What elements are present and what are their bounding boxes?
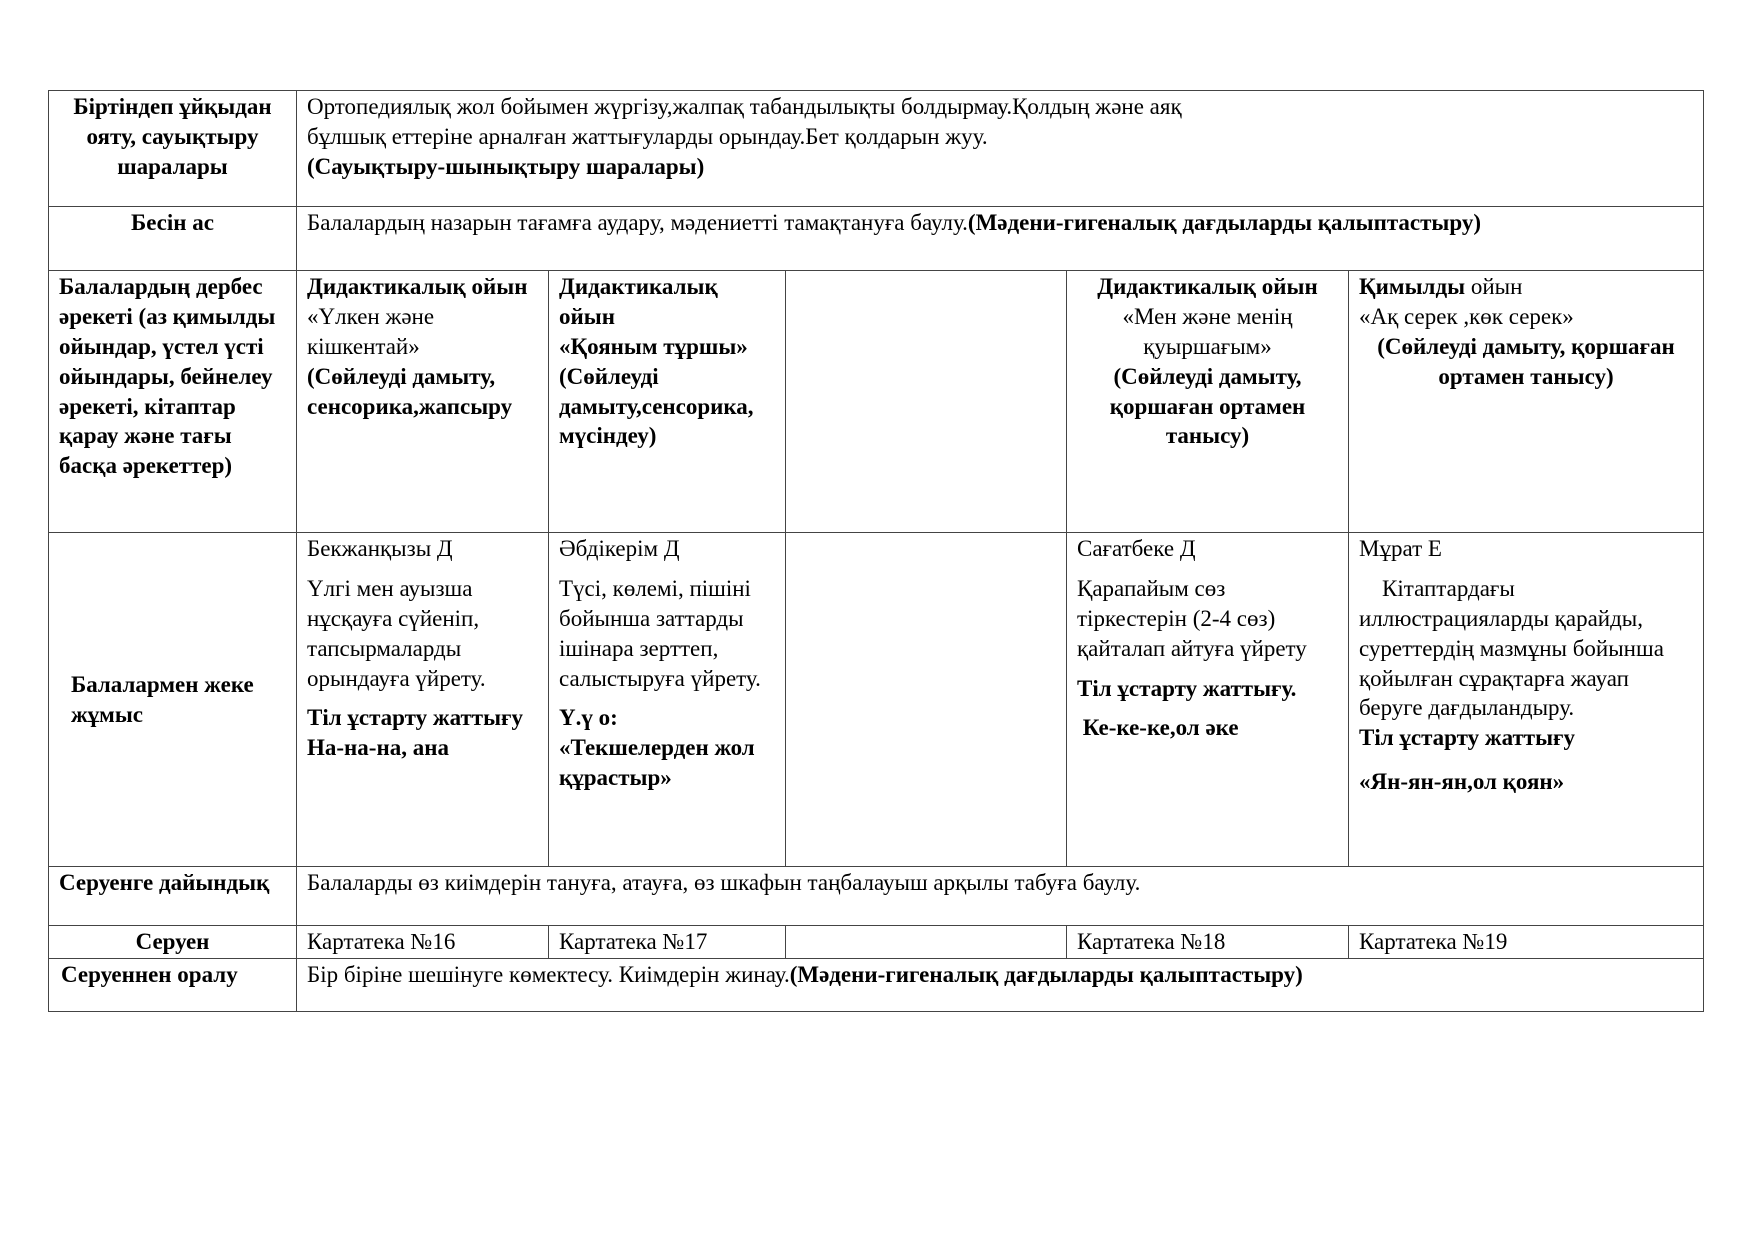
row-return: [49, 959, 1704, 1012]
row-label-prep-text: Серуенге дайындық: [59, 870, 270, 895]
row-walk: [49, 926, 1704, 959]
wakeup-text-line2: бұлшық еттеріне арналған жаттығуларды орындау.Бет қолдарын жуу.: [307, 123, 988, 149]
individual-4-exercise: Тіл ұстарту жаттығу.: [1077, 675, 1297, 701]
individual-5-child: Мұрат Е: [1359, 536, 1442, 561]
walk-cell-3-empty: [786, 926, 1067, 959]
row-individual: [49, 533, 1704, 867]
activity-2-name: «Қояным тұршы»: [559, 333, 748, 359]
individual-5-exercise: Тіл ұстарту жаттығу: [1359, 725, 1575, 751]
individual-cell-3-empty: [786, 533, 1067, 867]
return-content: [297, 959, 1704, 1012]
row-wakeup: [49, 91, 1704, 207]
row-label-snack-text: Бесін ас: [130, 210, 214, 235]
activity-2-area: (Сөйлеуді дамыту,сенсорика, мүсіндеу): [559, 363, 754, 449]
activity-1-title: Дидактикалық ойын: [307, 274, 528, 299]
row-prep: [49, 867, 1704, 926]
activity-5-name: «Ақ серек ,көк серек»: [1359, 303, 1574, 329]
wakeup-text-line1: Ортопедиялық жол бойымен жүргізу,жалпақ табандылықты болдырмау.Қолдың және аяқ: [307, 94, 1182, 119]
activity-cell-2: [549, 271, 786, 533]
individual-1-exercise: Тіл ұстарту жаттығу На-на-на, ана: [307, 705, 523, 761]
walk-cell-2: [549, 926, 786, 959]
snack-text: Балалардың назарын тағамға аудару, мәдениетті тамақтануға баулу.: [307, 210, 968, 235]
individual-2-game-name: «Текшелерден жол құрастыр»: [559, 735, 755, 791]
individual-1-child: Бекжанқызы Д: [307, 536, 453, 561]
activity-cell-1: [297, 271, 549, 533]
activity-5-title: Қимылды: [1359, 274, 1466, 299]
row-label-walk: [49, 926, 297, 959]
individual-1-task: Үлгі мен ауызша нұсқауға сүйеніп, тапсырмаларды орындауға үйрету.: [307, 575, 486, 691]
walk-cell-5: [1349, 926, 1704, 959]
individual-4-child: Сағатбеке Д: [1077, 536, 1196, 561]
row-label-activities: [49, 271, 297, 533]
individual-cell-5: [1349, 533, 1704, 867]
prep-text: Балаларды өз киімдерін тануға, атауға, өз шкафын таңбалауыш арқылы табуға баулу.: [307, 870, 1141, 895]
individual-cell-4: [1067, 533, 1349, 867]
row-label-prep: [49, 867, 297, 926]
walk-cell-4: [1067, 926, 1349, 959]
activity-cell-5: [1349, 271, 1704, 533]
row-label-individual-text: Балалармен жеке жұмыс: [71, 671, 254, 727]
activity-1-area: (Сөйлеуді дамыту, сенсорика,жапсыру: [307, 363, 513, 419]
row-label-individual: [49, 533, 297, 867]
individual-2-game-label: Ү.ү о:: [559, 705, 618, 731]
row-label-walk-text: Серуен: [135, 929, 210, 954]
individual-5-task: Кітаптардағы иллюстрацияларды қарайды, суреттердің мазмұны бойынша қойылған сұрақтарға жауап беруге дағдыландыру.: [1359, 575, 1670, 721]
activity-4-title: Дидактикалық ойын: [1097, 274, 1318, 299]
walk-card-16: Картатека №16: [307, 929, 456, 954]
prep-content: [297, 867, 1704, 926]
activity-5-area: (Сөйлеуді дамыту, қоршаған ортамен танысу): [1377, 333, 1675, 389]
row-label-wakeup: [49, 91, 297, 207]
wakeup-content: [297, 91, 1704, 207]
return-text: Бір біріне шешінуге көмектесу. Киімдерін жинау.: [307, 962, 790, 987]
individual-5-phrase: «Ян-ян-ян,ол қоян»: [1359, 769, 1565, 795]
activity-cell-4: [1067, 271, 1349, 533]
return-text-bold: (Мәдени-гигеналық дағдыларды қалыптастыру): [789, 962, 1303, 987]
row-snack: [49, 207, 1704, 271]
individual-2-task: Түсі, көлемі, пішіні бойынша заттарды ішінара зерттеп, салыстыруға үйрету.: [559, 575, 761, 691]
activity-cell-3-empty: [786, 271, 1067, 533]
walk-card-17: Картатека №17: [559, 929, 708, 954]
individual-4-task: Қарапайым сөз тіркестерін (2-4 сөз) қайталап айтуға үйрету: [1077, 575, 1307, 661]
activity-2-title: Дидактикалық ойын: [559, 274, 718, 329]
activity-4-area: (Сөйлеуді дамыту, қоршаған ортамен танысу): [1109, 363, 1306, 449]
row-label-activities-text: Балалардың дербес әрекеті (аз қимылды ойындар, үстел үсті ойындары, бейнелеу әрекеті, кітаптар қарау және тағы басқа әрекеттер): [59, 274, 276, 479]
wakeup-text-bold: (Сауықтыру-шынықтыру шаралары): [307, 153, 705, 179]
individual-4-phrase: Ке-ке-ке,ол әке: [1077, 715, 1239, 741]
individual-2-child: Әбдікерім Д: [559, 536, 680, 561]
snack-text-bold: (Мәдени-гигеналық дағдыларды қалыптастыру): [967, 210, 1482, 235]
snack-content: [297, 207, 1704, 271]
row-label-return: [49, 959, 297, 1012]
activity-5-title-rest: ойын: [1465, 274, 1523, 299]
row-activities: [49, 271, 1704, 533]
walk-card-18: Картатека №18: [1077, 929, 1226, 954]
individual-cell-1: [297, 533, 549, 867]
row-label-snack: [49, 207, 297, 271]
row-label-wakeup-text: Біртіндеп ұйқыдан ояту, сауықтыру шаралары: [73, 94, 272, 179]
row-label-return-text: Серуеннен оралу: [61, 962, 238, 987]
daily-plan-table: [48, 90, 1704, 1012]
walk-card-19: Картатека №19: [1359, 929, 1508, 954]
walk-cell-1: [297, 926, 549, 959]
activity-4-name: «Мен және менің қуыршағым»: [1122, 303, 1293, 359]
individual-cell-2: [549, 533, 786, 867]
activity-1-name: «Үлкен және кішкентай»: [307, 303, 435, 359]
